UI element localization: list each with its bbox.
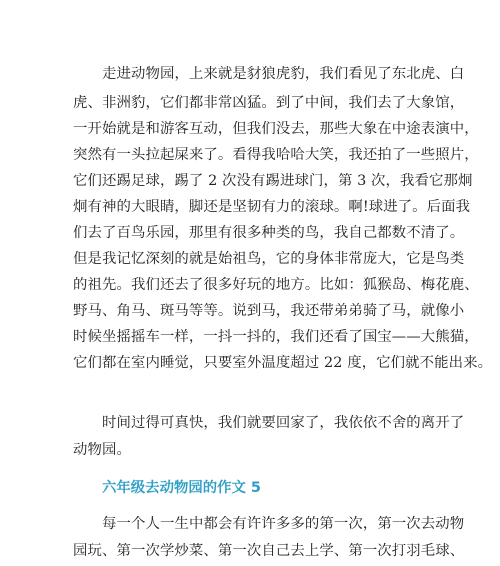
paragraph-3-line-1: 每一个人一生中都会有许许多多的第一次，第一次去动物 [102,516,465,532]
paragraph-1-line-4: 突然有一头拉起屎来了。看得我哈哈大笑，我还拍了一些照片， [73,147,479,163]
paragraph-1-line-3: 一开始就是和游客互动，但我们没去，那些大象在中途表演中， [73,121,479,137]
paragraph-1-line-11: 时候坐摇摇车一样，一抖一抖的，我们还看了国宝——大熊猫， [73,329,479,345]
paragraph-3-line-2: 园玩、第一次学炒菜、第一次自己去上学、第一次打羽毛球、 [73,543,465,559]
paragraph-1-line-12: 它们都在室内睡觉，只要室外温度超过 22 度，它们就不能出来。 [73,355,493,371]
section-heading: 六年级去动物园的作文 5 [102,480,261,496]
paragraph-1-line-1: 走进动物园，上来就是豺狼虎豹，我们看见了东北虎、白 [102,66,465,82]
paragraph-1-line-9: 的祖先。我们还去了很多好玩的地方。比如：狐猴岛、梅花鹿、 [73,277,479,293]
paragraph-1-line-7: 们去了百鸟乐园，那里有很多种类的鸟，我自己都数不清了。 [73,225,465,241]
paragraph-1-line-10: 野马、角马、斑马等等。说到马，我还带弟弟骑了马，就像小 [73,303,465,319]
paragraph-1-line-8: 但是我记忆深刻的就是始祖鸟，它的身体非常庞大，它是鸟类 [73,251,465,267]
paragraph-1-line-2: 虎、非洲豹，它们都非常凶猛。到了中间，我们去了大象馆， [73,95,465,111]
paragraph-1-line-5: 它们还踢足球，踢了 2 次没有踢进球门，第 3 次，我看它那炯 [73,173,473,189]
paragraph-2-line-2: 动物园。 [73,442,131,458]
paragraph-2-line-1: 时间过得可真快，我们就要回家了，我依依不舍的离开了 [102,415,465,431]
paragraph-1-line-6: 炯有神的大眼睛，脚还是坚韧有力的滚球。啊!球进了。后面我 [73,199,471,215]
